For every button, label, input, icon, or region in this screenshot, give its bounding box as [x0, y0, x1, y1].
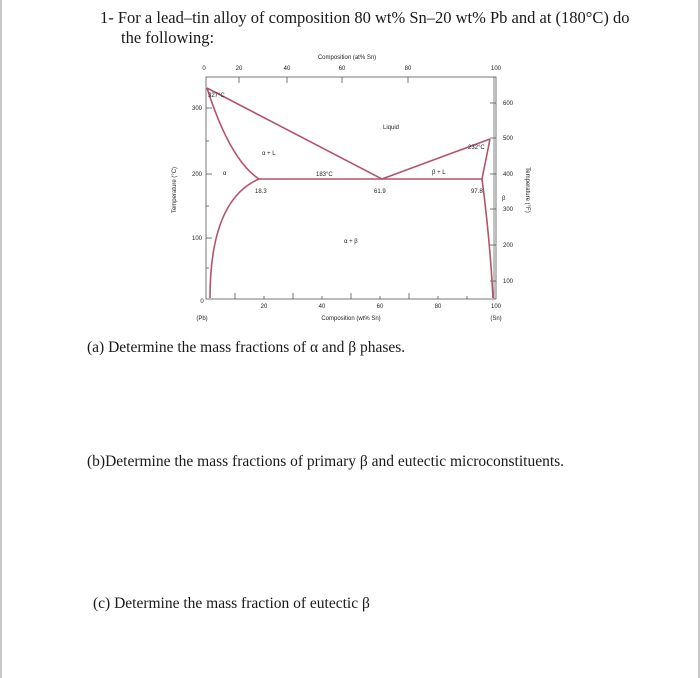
- bottom-tick-40: 40: [318, 304, 326, 310]
- label-232: 232°C: [468, 145, 485, 151]
- label-alpha-beta: α + β: [344, 239, 358, 245]
- comp-61-9: 61.9: [374, 189, 386, 195]
- bottom-tick-100: 100: [490, 304, 502, 310]
- liquidus-line: [207, 88, 490, 179]
- right-tick-marks: [490, 103, 496, 281]
- phase-boundaries: [207, 88, 493, 298]
- comp-97-8: 97.8: [471, 189, 483, 195]
- bottom-end-sn: (Sn): [490, 316, 502, 322]
- bottom-tick-20: 20: [260, 304, 268, 310]
- part-c: (c) Determine the mass fraction of eutectic β: [93, 595, 370, 612]
- bottom-axis-title: Composition (wt% Sn): [321, 316, 381, 322]
- part-a: (a) Determine the mass fractions of α and β phases.: [87, 339, 406, 356]
- top-tick-100: 100: [490, 66, 502, 72]
- right-tick-100: 100: [502, 279, 514, 285]
- left-tick-marks: [206, 108, 212, 268]
- right-axis-title: Temperature (°F): [524, 167, 530, 213]
- right-tick-300: 300: [502, 207, 514, 213]
- top-axis-title: Composition (at% Sn): [317, 55, 377, 61]
- top-tick-40: 40: [283, 66, 291, 72]
- label-liquid: Liquid: [383, 125, 400, 131]
- label-alpha-liquid: α + L: [262, 151, 276, 157]
- label-beta-liquid: β + L: [432, 170, 446, 176]
- top-tick-20: 20: [235, 66, 243, 72]
- question-line-2: the following:: [121, 28, 215, 47]
- top-tick-80: 80: [404, 66, 412, 72]
- label-327: 327°C: [208, 93, 225, 99]
- label-183: 183°C: [316, 172, 333, 178]
- bottom-tick-0: 0: [200, 299, 204, 305]
- phase-diagram: [150, 50, 570, 335]
- left-tick-100: 100: [191, 236, 202, 242]
- right-tick-500: 500: [502, 136, 514, 142]
- bottom-tick-marks: [235, 293, 467, 299]
- top-tick-0: 0: [202, 66, 206, 72]
- right-tick-200: 200: [502, 243, 514, 249]
- page-left-border: [0, 0, 2, 678]
- right-tick-600: 600: [502, 101, 514, 107]
- beta-solvus-line: [482, 179, 493, 298]
- bottom-end-pb: (Pb): [196, 316, 208, 322]
- alpha-solvus-line: [210, 179, 259, 298]
- left-tick-300: 300: [191, 106, 202, 112]
- label-alpha: α: [223, 171, 227, 177]
- comp-18-3: 18.3: [255, 189, 267, 195]
- question-line-1: 1- For a lead–tin alloy of composition 80 wt% Sn–20 wt% Pb and at (180°C) do: [100, 8, 630, 27]
- left-axis-title: Temperature (°C): [172, 166, 178, 214]
- top-tick-60: 60: [338, 66, 346, 72]
- top-tick-marks: [239, 77, 408, 83]
- part-b: (b)Determine the mass fractions of primary β and eutectic microconstituents.: [87, 453, 565, 470]
- bottom-tick-80: 80: [434, 304, 442, 310]
- bottom-tick-60: 60: [376, 304, 384, 310]
- right-tick-400: 400: [502, 172, 514, 178]
- label-beta: β: [502, 196, 506, 202]
- left-tick-200: 200: [191, 172, 202, 178]
